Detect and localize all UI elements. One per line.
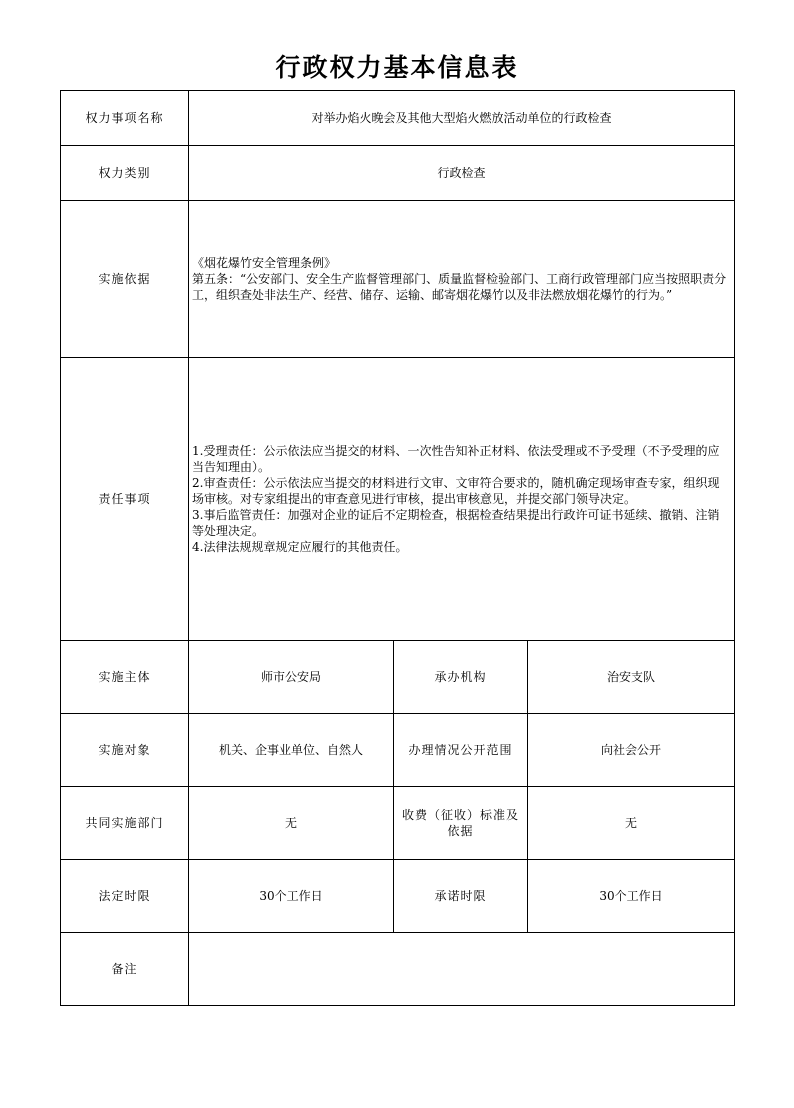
value-target: 机关、企事业单位、自然人 (189, 714, 394, 787)
row-category (61, 146, 735, 201)
page-title: 行政权力基本信息表 (275, 53, 519, 82)
value-fee-standard: 无 (528, 787, 735, 860)
info-table (60, 90, 735, 1006)
label-category: 权力类别 (61, 146, 189, 201)
value-item-name: 对举办焰火晚会及其他大型焰火燃放活动单位的行政检查 (189, 91, 735, 146)
value-remarks (189, 933, 735, 1006)
row-subject (61, 641, 735, 714)
value-handling-agency: 治安支队 (528, 641, 735, 714)
value-basis: 《烟花爆竹安全管理条例》 第五条：“公安部门、安全生产监督管理部门、质量监督检验部门、工商行政管理部门应当按照职责分工，组织查处非法生产、经营、储存、运输、邮寄烟花爆竹以及非法燃放烟花爆竹的行为。” (189, 201, 735, 358)
label-handling-agency: 承办机构 (394, 641, 528, 714)
label-target: 实施对象 (61, 714, 189, 787)
value-category: 行政检查 (189, 146, 735, 201)
row-item-name (61, 91, 735, 146)
label-promised-deadline: 承诺时限 (394, 860, 528, 933)
row-joint (61, 787, 735, 860)
value-promised-deadline: 30个工作日 (528, 860, 735, 933)
label-joint-dept: 共同实施部门 (61, 787, 189, 860)
row-target (61, 714, 735, 787)
label-fee-standard: 收费（征收）标准及依据 (394, 787, 528, 860)
label-item-name: 权力事项名称 (61, 91, 189, 146)
label-disclosure-scope: 办理情况公开范围 (394, 714, 528, 787)
value-responsibility: 1.受理责任：公示依法应当提交的材料、一次性告知补正材料、依法受理或不予受理（不予受理的应当告知理由）。 2.审查责任：公示依法应当提交的材料进行文审、文审符合要求的，随机确定现场审查专家，组织现场审核。对专家组提出的审查意见进行审核，提出审核意见，并提交部门领导决定。 3.事后监管责任：加强对企业的证后不定期检查，根据检查结果提出行政许可证书延续、撤销、注销等处理决定。 4.法律法规规章规定应履行的其他责任。 (189, 358, 735, 641)
label-subject: 实施主体 (61, 641, 189, 714)
label-responsibility: 责任事项 (61, 358, 189, 641)
value-disclosure-scope: 向社会公开 (528, 714, 735, 787)
value-subject: 师市公安局 (189, 641, 394, 714)
label-remarks: 备注 (61, 933, 189, 1006)
label-basis: 实施依据 (61, 201, 189, 358)
row-responsibility (61, 358, 735, 641)
row-deadline (61, 860, 735, 933)
row-basis (61, 201, 735, 358)
row-remarks (61, 933, 735, 1006)
value-legal-deadline: 30个工作日 (189, 860, 394, 933)
label-legal-deadline: 法定时限 (61, 860, 189, 933)
value-joint-dept: 无 (189, 787, 394, 860)
